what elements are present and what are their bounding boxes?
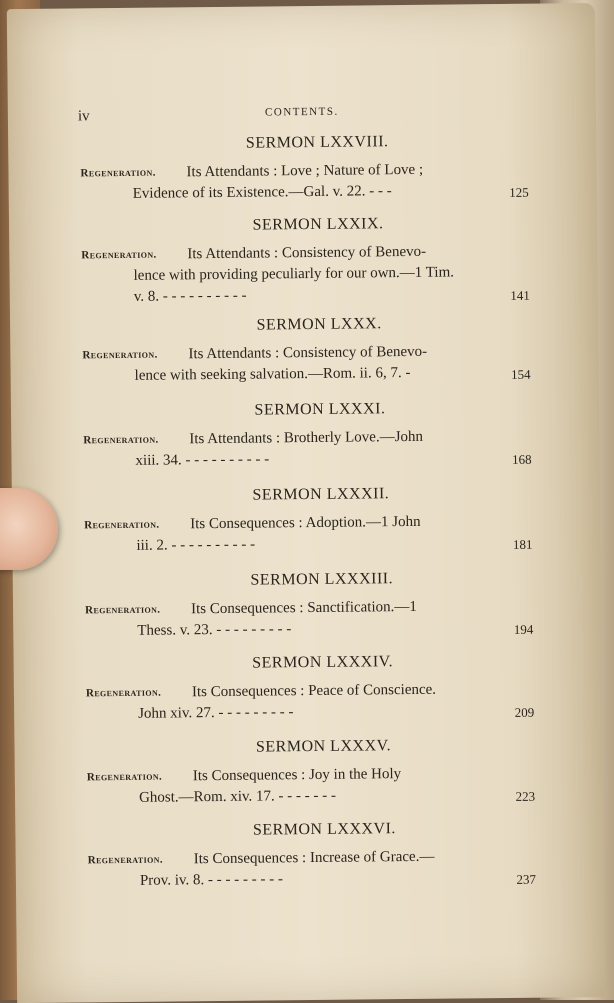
entry-line: Prov. iv. 8. - - - - - - - - - [139, 871, 284, 889]
page-header [8, 103, 596, 129]
sermon-title: SERMON LXXXIII. [250, 570, 394, 589]
entry-line: Its Attendants : Love ; Nature of Love ; [186, 161, 424, 181]
entry-text [9, 240, 598, 309]
entry-line: Ghost.—Rom. xiv. 17. - - - - - - - [138, 787, 337, 806]
entry-label: Regeneration. [85, 603, 161, 617]
entry-line: v. 8. - - - - - - - - - - [133, 287, 247, 305]
entry-text [14, 678, 602, 726]
entry-label: Regeneration. [84, 518, 160, 532]
entry-line: lence with providing peculiarly for our own.—1 Tim. [133, 264, 455, 284]
contents-entry [9, 213, 598, 309]
entry-line: Its Attendants : Consistency of Benevo- [187, 243, 427, 263]
entry-label: Regeneration. [87, 853, 164, 867]
entry-line: Its Consequences : Peace of Conscience. [191, 681, 437, 701]
contents-entry [14, 735, 603, 810]
entry-line: Thess. v. 23. - - - - - - - - - [137, 621, 292, 639]
sermon-title: SERMON LXXXIV. [252, 653, 394, 672]
entry-line: xiii. 34. - - - - - - - - - - [135, 451, 270, 469]
entry-line: Its Consequences : Joy in the Holy [192, 766, 402, 785]
entry-page-number: 181 [512, 536, 533, 552]
entry-line: Its Consequences : Sanctification.—1 [190, 598, 417, 618]
entry-page-number: 237 [516, 871, 536, 887]
entry-label: Regeneration. [80, 166, 156, 180]
entry-line: Its Attendants : Brotherly Love.—John [189, 428, 424, 448]
contents-entry [13, 568, 602, 643]
entry-page-number: 125 [509, 184, 529, 200]
contents-entry [15, 818, 604, 893]
entry-line: John xiv. 27. - - - - - - - - - [138, 704, 294, 722]
contents-entry [11, 398, 600, 473]
entry-label: Regeneration. [82, 348, 158, 362]
contents-entry [10, 313, 599, 388]
entry-text [16, 845, 604, 893]
contents-entry [14, 651, 603, 726]
contents-entry [12, 483, 601, 558]
entry-text [10, 340, 598, 388]
sermon-title: SERMON LXXXI. [254, 400, 386, 419]
sermon-title: SERMON LXXX. [256, 315, 382, 334]
entry-line: iii. 2. - - - - - - - - - - [136, 536, 256, 554]
entry-line: Its Attendants : Consistency of Benevo- [188, 343, 428, 363]
entry-label: Regeneration. [86, 770, 163, 784]
contents-entry [8, 131, 597, 206]
running-head: CONTENTS. [264, 105, 339, 119]
entry-page-number: 223 [515, 788, 536, 804]
entry-line: Its Consequences : Adoption.—1 John [190, 513, 421, 533]
entry-page-number: 209 [514, 704, 535, 720]
entry-text [8, 158, 596, 206]
entry-label: Regeneration. [83, 433, 159, 447]
entry-page-number: 194 [513, 621, 534, 637]
entry-line: Its Consequences : Increase of Grace.— [193, 848, 435, 868]
entry-page-number: 168 [511, 451, 532, 467]
entry-page-number: 141 [510, 287, 530, 303]
entry-label: Regeneration. [81, 248, 157, 262]
entry-page-number: 154 [511, 366, 531, 382]
sermon-title: SERMON LXXVIII. [245, 133, 389, 152]
entry-text [12, 510, 600, 558]
page-number: iv [77, 108, 90, 125]
book-page [7, 3, 605, 1003]
sermon-title: SERMON LXXXII. [252, 485, 390, 504]
entry-label: Regeneration. [85, 686, 162, 700]
sermon-title: SERMON LXXXVI. [252, 820, 396, 839]
entry-text [11, 425, 599, 473]
entry-line: lence with seeking salvation.—Rom. ii. 6, 7. - [134, 364, 411, 384]
entry-text [13, 595, 601, 643]
sermon-title: SERMON LXXIX. [252, 215, 384, 234]
entry-text [15, 762, 603, 810]
sermon-title: SERMON LXXXV. [255, 737, 392, 756]
entry-line: Evidence of its Existence.—Gal. v. 22. - - - [132, 183, 392, 202]
